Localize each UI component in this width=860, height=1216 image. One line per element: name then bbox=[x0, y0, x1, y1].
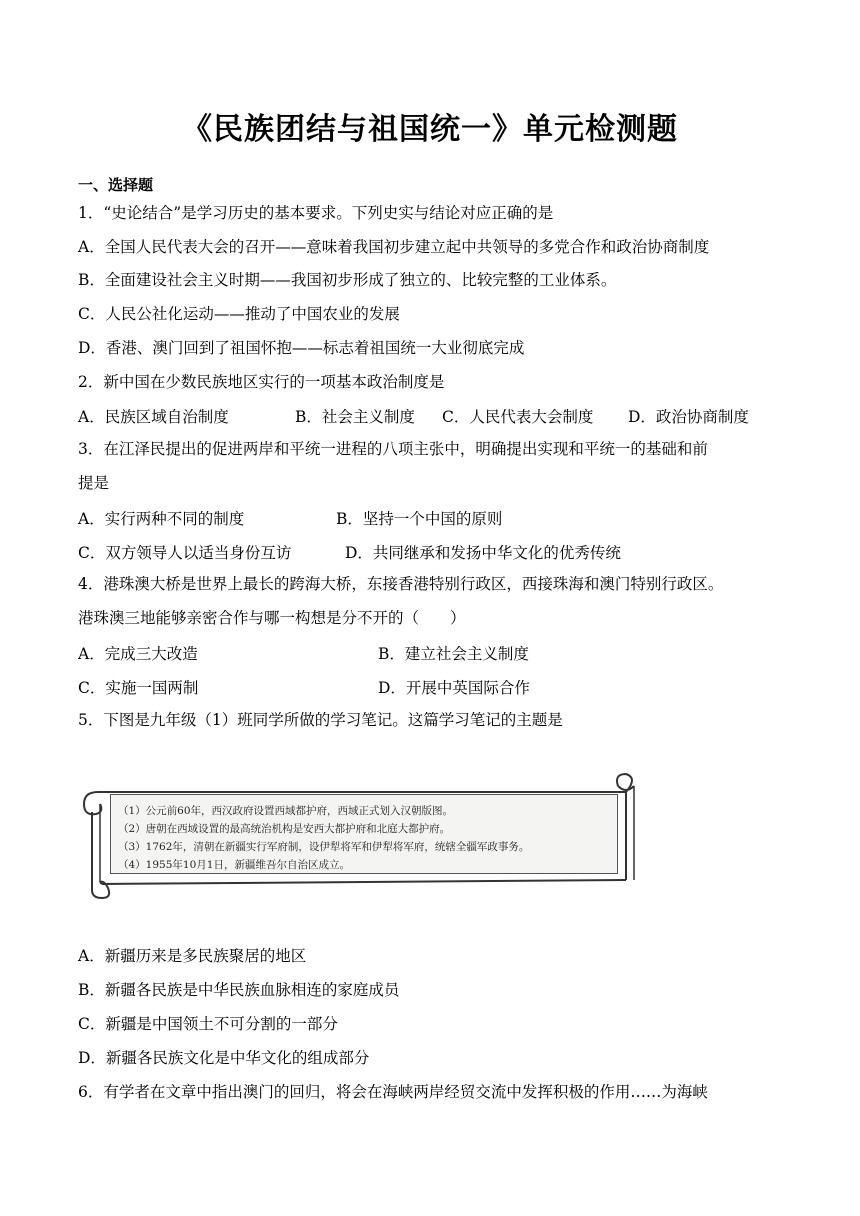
question-5-option-c: C．新疆是中国领土不可分割的一部分 bbox=[78, 1015, 338, 1033]
question-3-option-d: D．共同继承和发扬中华文化的优秀传统 bbox=[345, 544, 621, 562]
question-3-option-a: A．实行两种不同的制度 bbox=[78, 510, 245, 528]
question-1-option-c: C．人民公社化运动——推动了中国农业的发展 bbox=[78, 305, 400, 323]
question-4-stem-line-1: 4．港珠澳大桥是世界上最长的跨海大桥，东接香港特别行政区，西接珠海和澳门特别行政区。 bbox=[78, 575, 724, 593]
question-4-option-c: C．实施一国两制 bbox=[78, 679, 199, 697]
question-2-stem: 2．新中国在少数民族地区实行的一项基本政治制度是 bbox=[78, 373, 445, 391]
question-4-option-b: B．建立社会主义制度 bbox=[378, 645, 529, 663]
question-4-option-d: D．开展中英国际合作 bbox=[378, 679, 530, 697]
question-5-option-d: D．新疆各民族文化是中华文化的组成部分 bbox=[78, 1049, 370, 1067]
question-4-stem-line-2: 港珠澳三地能够亲密合作与哪一构想是分不开的（ ） bbox=[78, 609, 466, 627]
question-4-option-a: A．完成三大改造 bbox=[78, 645, 198, 663]
question-2-option-b: B．社会主义制度 bbox=[295, 408, 415, 426]
question-2-option-d: D．政治协商制度 bbox=[628, 408, 749, 426]
study-note-line-3: （3）1762年，清朝在新疆实行军府制，设伊犁将军和伊犁将军府，统辖全疆军政事务。 bbox=[118, 841, 530, 853]
section-heading: 一、选择题 bbox=[78, 176, 154, 194]
question-3-stem-line-2: 提是 bbox=[78, 474, 110, 492]
question-1-option-a: A．全国人民代表大会的召开——意味着我国初步建立起中共领导的多党合作和政治协商制度 bbox=[78, 238, 710, 256]
question-3-stem-line-1: 3．在江泽民提出的促进两岸和平统一进程的八项主张中，明确提出实现和平统一的基础和前 bbox=[78, 440, 708, 458]
question-3-option-b: B．坚持一个中国的原则 bbox=[336, 510, 503, 528]
study-note-scroll-image bbox=[78, 772, 648, 902]
study-note-line-1: （1）公元前60年，西汉政府设置西域都护府，西域正式划入汉朝版图。 bbox=[118, 805, 454, 817]
question-5-option-a: A．新疆历来是多民族聚居的地区 bbox=[78, 947, 307, 965]
question-6-stem-line-1: 6．有学者在文章中指出澳门的回归，将会在海峡两岸经贸交流中发挥积极的作用……为海峡 bbox=[78, 1083, 708, 1101]
question-3-option-c: C．双方领导人以适当身份互访 bbox=[78, 544, 292, 562]
question-1-stem: 1．“史论结合”是学习历史的基本要求。下列史实与结论对应正确的是 bbox=[78, 204, 554, 222]
question-2-option-a: A．民族区域自治制度 bbox=[78, 408, 229, 426]
question-1-option-d: D．香港、澳门回到了祖国怀抱——标志着祖国统一大业彻底完成 bbox=[78, 339, 525, 357]
question-5-stem: 5．下图是九年级（1）班同学所做的学习笔记。这篇学习笔记的主题是 bbox=[78, 711, 563, 729]
question-2-option-c: C．人民代表大会制度 bbox=[442, 408, 594, 426]
study-note-line-2: （2）唐朝在西域设置的最高统治机构是安西大都护府和北庭大都护府。 bbox=[118, 823, 451, 835]
study-note-line-4: （4）1955年10月1日，新疆维吾尔自治区成立。 bbox=[118, 859, 350, 871]
question-5-option-b: B．新疆各民族是中华民族血脉相连的家庭成员 bbox=[78, 981, 400, 999]
question-1-option-b: B．全面建设社会主义时期——我国初步形成了独立的、比较完整的工业体系。 bbox=[78, 271, 617, 289]
page-title: 《民族团结与祖国统一》单元检测题 bbox=[182, 112, 678, 147]
